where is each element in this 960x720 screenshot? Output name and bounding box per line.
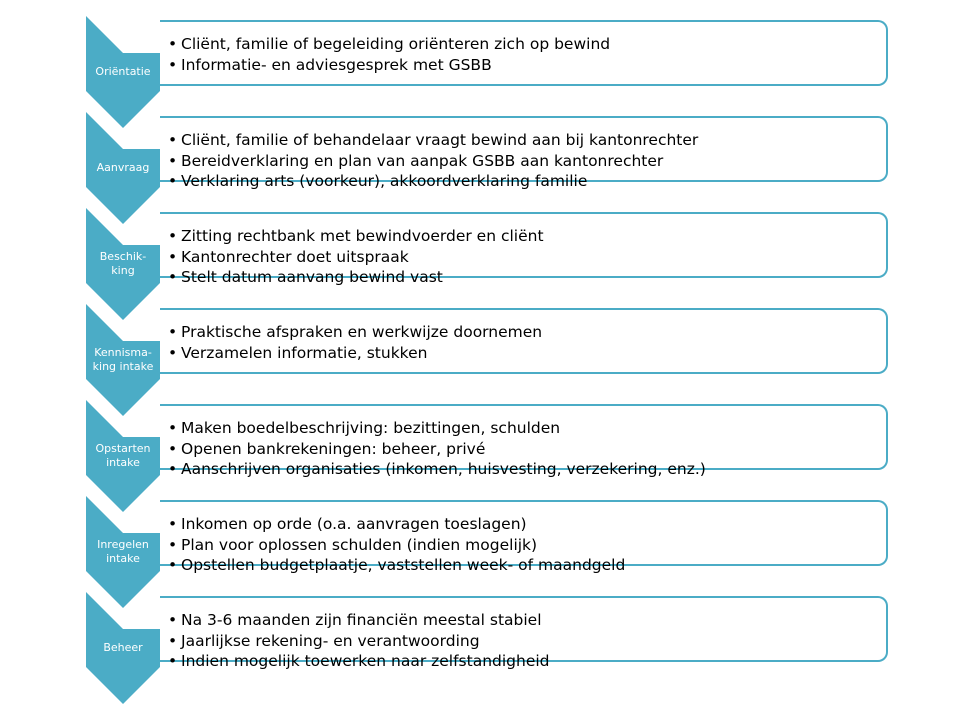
bullet-item: • Kantonrechter doet uitspraak <box>168 247 878 268</box>
bullet-list <box>168 418 878 480</box>
bullet-item: • Plan voor oplossen schulden (indien mogelijk) <box>168 535 878 556</box>
step-details-box <box>160 20 888 86</box>
step-label: Inregelen intake <box>97 538 149 565</box>
step-label: Aanvraag <box>96 161 150 174</box>
bullet-item: • Zitting rechtbank met bewindvoerder en cliënt <box>168 226 878 247</box>
bullet-list <box>168 514 878 576</box>
process-step <box>0 498 960 594</box>
bullet-item: • Aanschrijven organisaties (inkomen, huisvesting, verzekering, enz.) <box>168 459 878 480</box>
process-step <box>0 402 960 498</box>
step-label: Oriëntatie <box>95 65 151 78</box>
bullet-list <box>168 34 878 75</box>
bullet-item: • Verklaring arts (voorkeur), akkoordverklaring familie <box>168 171 878 192</box>
step-label: Beheer <box>103 641 143 654</box>
process-step <box>0 210 960 306</box>
bullet-item: • Jaarlijkse rekening- en verantwoording <box>168 631 878 652</box>
bullet-list <box>168 226 878 288</box>
bullet-item: • Verzamelen informatie, stukken <box>168 343 878 364</box>
bullet-item: • Cliënt, familie of behandelaar vraagt bewind aan bij kantonrechter <box>168 130 878 151</box>
process-step <box>0 306 960 402</box>
bullet-item: • Cliënt, familie of begeleiding oriënteren zich op bewind <box>168 34 878 55</box>
step-details-box <box>160 596 888 670</box>
bullet-list <box>168 610 878 672</box>
bullet-item: • Opstellen budgetplaatje, vaststellen week- of maandgeld <box>168 555 878 576</box>
bullet-item: • Maken boedelbeschrijving: bezittingen, schulden <box>168 418 878 439</box>
bullet-item: • Na 3-6 maanden zijn financiën meestal stabiel <box>168 610 878 631</box>
process-step <box>0 114 960 210</box>
step-label: Opstarten intake <box>95 442 151 469</box>
bullet-item: • Openen bankrekeningen: beheer, privé <box>168 439 878 460</box>
step-label: Beschik- king <box>99 250 147 277</box>
bullet-list <box>168 130 878 192</box>
bullet-item: • Indien mogelijk toewerken naar zelfstandigheid <box>168 651 878 672</box>
step-details-box <box>160 308 888 374</box>
step-label: Kennisma- king intake <box>92 346 154 373</box>
step-details-box <box>160 500 888 574</box>
process-step <box>0 594 960 690</box>
bullet-item: • Stelt datum aanvang bewind vast <box>168 267 878 288</box>
process-step <box>0 18 960 114</box>
bullet-item: • Informatie- en adviesgesprek met GSBB <box>168 55 878 76</box>
bullet-item: • Praktische afspraken en werkwijze doornemen <box>168 322 878 343</box>
step-details-box <box>160 404 888 478</box>
step-details-box <box>160 212 888 286</box>
bullet-item: • Inkomen op orde (o.a. aanvragen toeslagen) <box>168 514 878 535</box>
step-details-box <box>160 116 888 190</box>
bullet-item: • Bereidverklaring en plan van aanpak GSBB aan kantonrechter <box>168 151 878 172</box>
bullet-list <box>168 322 878 363</box>
